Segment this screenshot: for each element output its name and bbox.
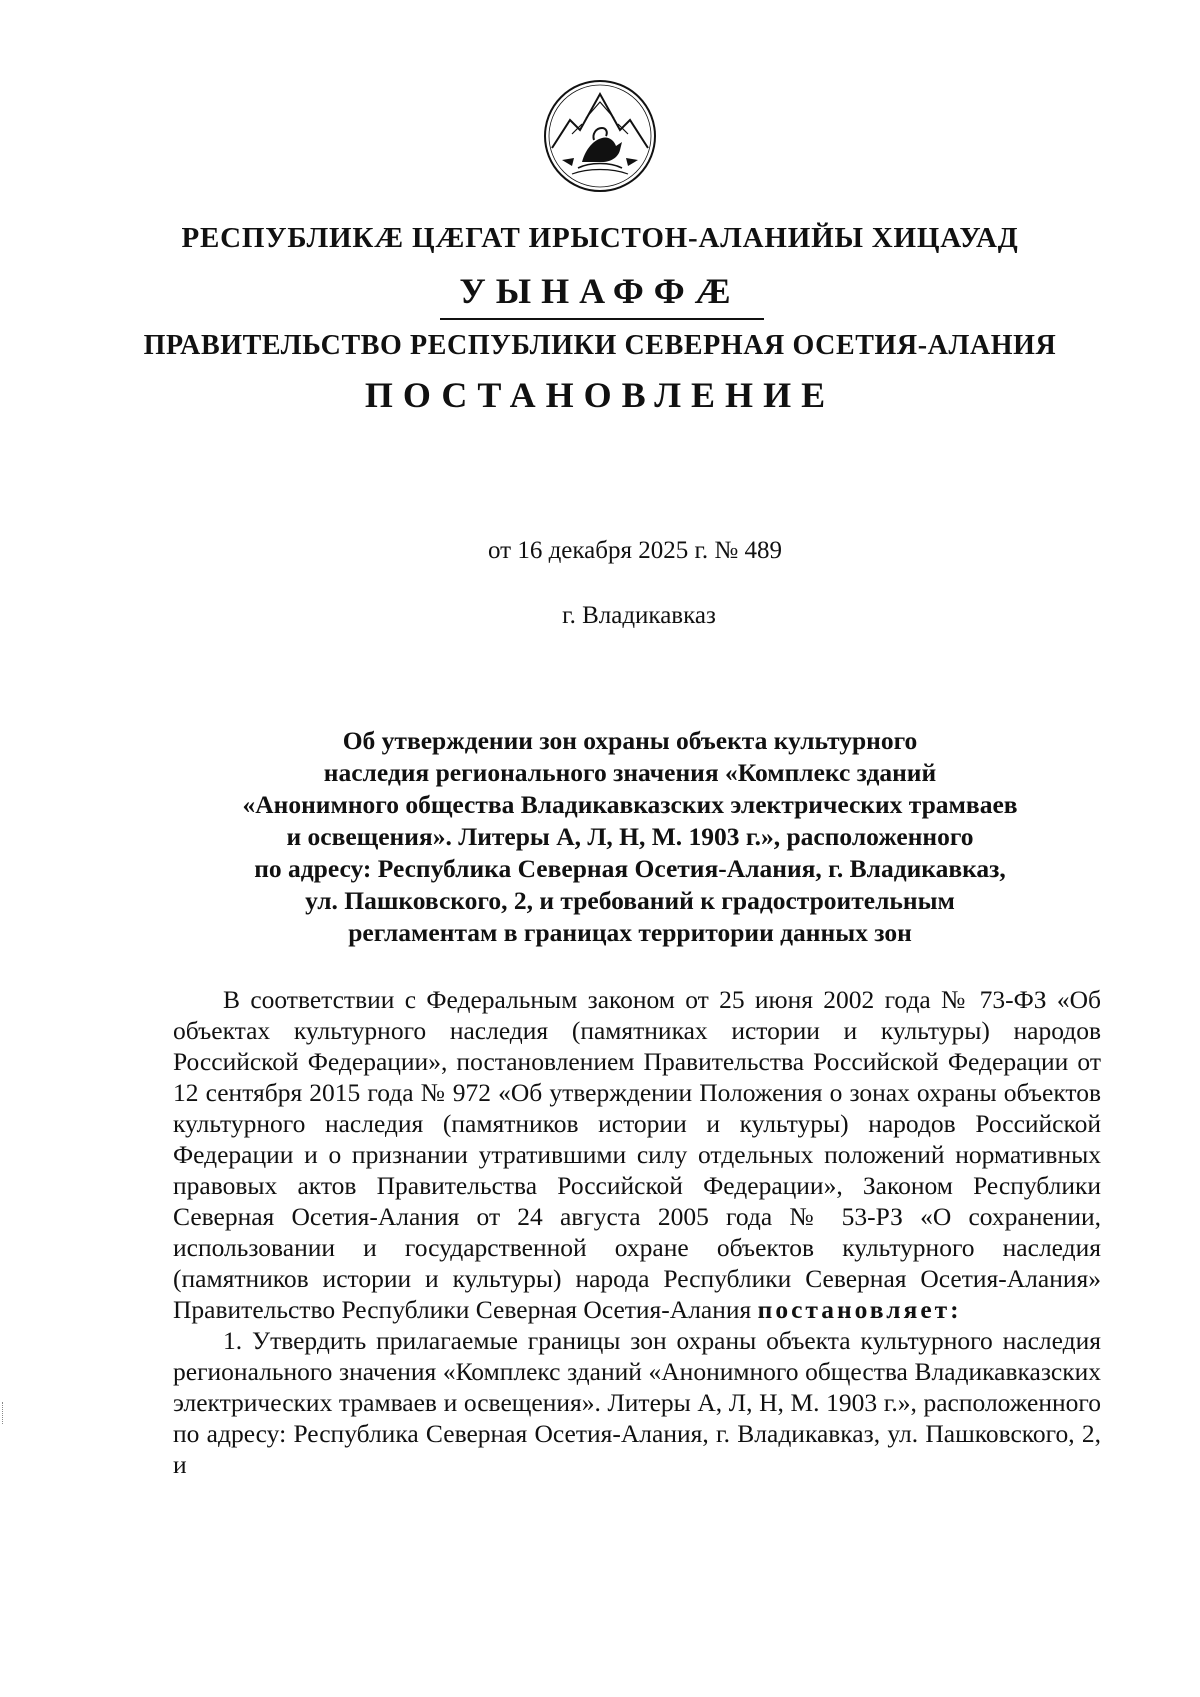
title-line: по адресу: Республика Северная Осетия-Алания, г. Владикавказ, bbox=[254, 854, 1006, 883]
scan-artifact bbox=[2, 1402, 5, 1424]
russian-document-type: ПОСТАНОВЛЕНИЕ bbox=[364, 375, 836, 415]
title-line: ул. Пашковского, 2, и требований к градостроительным bbox=[305, 886, 955, 915]
title-line: регламентам в границах территории данных зон bbox=[348, 918, 912, 947]
russian-government-heading: ПРАВИТЕЛЬСТВО РЕСПУБЛИКИ СЕВЕРНАЯ ОСЕТИЯ-АЛАНИЯ bbox=[143, 330, 1057, 361]
title-line: Об утверждении зон охраны объекта культурного bbox=[342, 726, 918, 755]
ossetian-government-heading: РЕСПУБЛИКӔ ЦӔГАТ ИРЫСТОН-АЛАНИЙЫ ХИЦАУАД bbox=[181, 222, 1019, 254]
preamble-paragraph bbox=[173, 984, 1101, 1325]
ossetian-document-type: УЫНАФФӔ bbox=[459, 271, 741, 311]
document-city: г. Владикавказ bbox=[562, 602, 716, 629]
decree-word: постановляет: bbox=[757, 1295, 962, 1324]
preamble-text: В соответствии с Федеральным законом от 25 июня 2002 года № 73-ФЗ «Об объектах культурного наследия (памятниках истории и культуры) народов Российской Федерации», постановлением Правительства Российской Федерации от 12 сентября 2015 года № 972 «Об утверждении Положения о зонах охраны объектов культурного наследия (памятников истории и культуры) народов Российской Федерации и о признании утратившими силу отдельных положений нормативных правовых актов Правительства Российской Федерации», Законом Республики Северная Осетия-Алания от 24 августа 2005 года № 53-РЗ «О сохранении, использовании и государственной охране объектов культурного наследия (памятников истории и культуры) народа Республики Северная Осетия-Алания» Правительство Республики Северная Осетия-Алания bbox=[173, 985, 1101, 1324]
document-date-number: от 16 декабря 2025 г. № 489 bbox=[487, 537, 783, 564]
header-divider bbox=[440, 318, 764, 320]
coat-of-arms-emblem-icon bbox=[542, 78, 658, 194]
document-body bbox=[173, 984, 1101, 1480]
title-line: наследия регионального значения «Комплекс зданий bbox=[323, 758, 937, 787]
title-line: и освещения». Литеры А, Л, Н, М. 1903 г.», расположенного bbox=[286, 822, 974, 851]
title-line: «Анонимного общества Владикавказских электрических трамваев bbox=[242, 790, 1018, 819]
document-title bbox=[150, 725, 1110, 949]
item-1-paragraph: 1. Утвердить прилагаемые границы зон охраны объекта культурного наследия регионального значения «Комплекс зданий «Анонимного общества Владикавказских электрических трамваев и освещения». Литеры А, Л, Н, М. 1903 г.», расположенного по адресу: Республика Северная Осетия-Алания, г. Владикавказ, ул. Пашковского, 2, и bbox=[173, 1326, 1101, 1479]
